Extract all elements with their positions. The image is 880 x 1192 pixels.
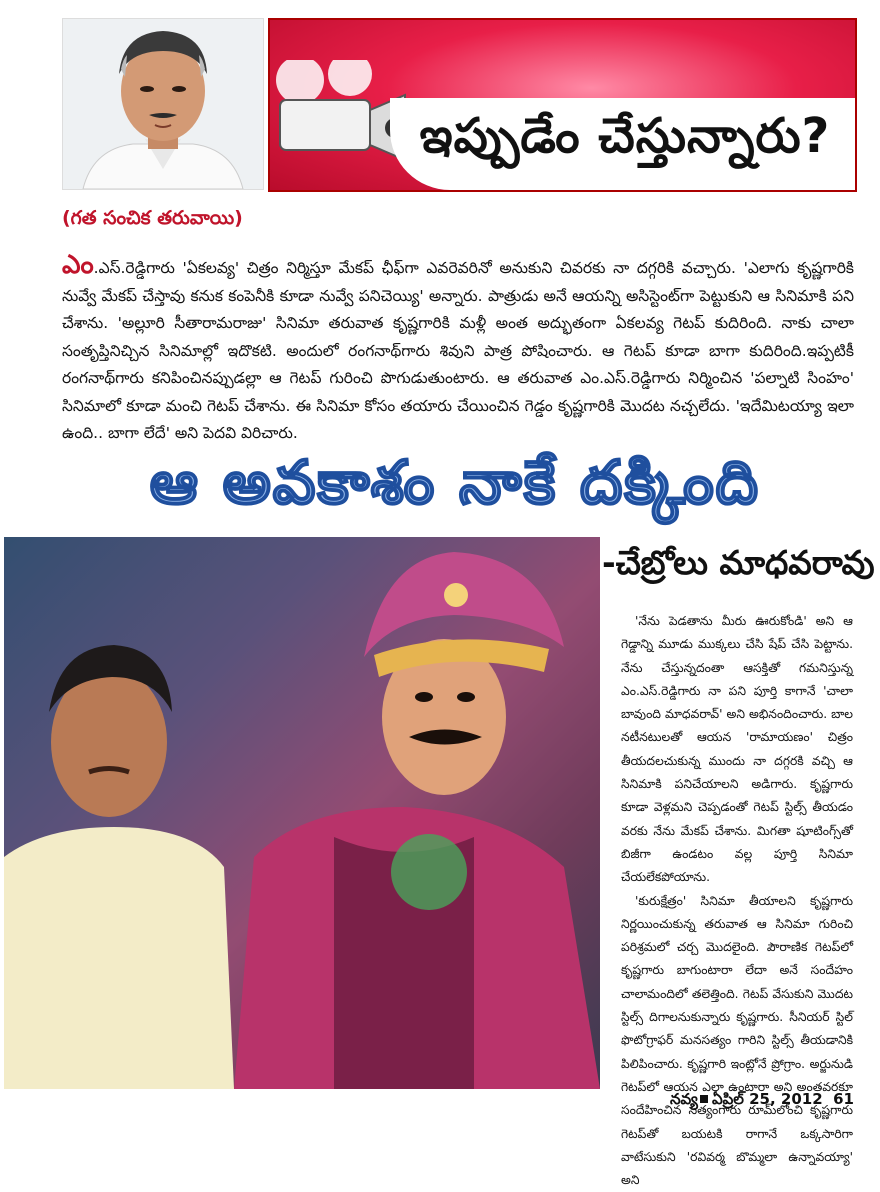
magazine-name: నవ్య [670, 1090, 698, 1108]
drop-cap: ఎం [62, 250, 94, 280]
banner-title: ఇప్పుడేం చేస్తున్నారు? [419, 108, 831, 164]
article-headline: ఆ అవకాశం నాకే దక్కింది [149, 448, 761, 518]
square-bullet-icon [700, 1095, 708, 1103]
intro-paragraph [62, 252, 854, 448]
author-byline: -చేబ్రోలు మాధవరావు [602, 543, 875, 582]
article-photo [4, 537, 600, 1089]
issue-date: ఏప్రిల్ 25, 2012 [711, 1090, 823, 1108]
column-banner [268, 18, 857, 192]
column-paragraph: 'కురుక్షేత్రం' సినిమా తీయాలని కృష్ణగారు నిర్ణయించుకున్న తరువాత ఆ సినిమా గురించి పరిశ్రమలో చర్చ మొదలైంది. పౌరాణిక గెటప్‌లో కృష్ణగారు బాగుంటారా లేదా అనే సందేహం చాలామందిలో తలెత్తింది. గెటప్ వేసుకుని మొదట స్టిల్స్ దిగాలనుకున్నారు కృష్ణగారు. సీనియర్ స్టిల్ ఫొటోగ్రాఫర్ మనసత్యం గారిని స్టిల్స్ తీయడానికి పిలిపించారు. కృష్ణగారి ఇంట్లోనే ప్రోగ్రాం. అర్జునుడి గెటప్‌లో ఆయన ఎలా ఉంటారా అని అంతవరకూ సందేహించిన సత్యంగారు రూమ్‌లోంచి కృష్ణగారు గెటప్‌తో బయటకి రాగానే ఒక్కసారిగా వాటేసుకుని 'రవివర్మ బొమ్మలా ఉన్నావయ్యా' అని [621, 893, 853, 1188]
continued-label: (గత సంచిక తరువాయి) [62, 207, 243, 229]
portrait-illustration [63, 19, 263, 189]
column-paragraph: 'నేను పెడతాను మీరు ఊరుకోండి' అని ఆ గెడ్డాన్ని మూడు ముక్కలు చేసి షేప్ చేసి పెట్టాను. నేను చేస్తున్నదంతా ఆసక్తితో గమనిస్తున్న ఎం.ఎస్.రెడ్డిగారు నా పని పూర్తి కాగానే 'చాలా బావుంది మాధవరావ్' అని అభినందించారు. బాల నటీనటులతో ఆయన 'రామాయణం' చిత్రం తీయదలచుకున్న ముందు నా దగ్గరకి వచ్చి ఆ సినిమాకి పనిచేయాలని అడిగారు. కృష్ణగారు కూడా వెళ్లమని చెప్పడంతో గెటప్ స్టిల్స్ తీయడం వరకు నేను మేకప్ చేశాను. మిగతా షూటింగ్స్‌తో బిజీగా ఉండటం వల్ల పూర్తి సినిమా చేయలేకపోయాను. [621, 614, 853, 885]
photo-illustration [4, 537, 600, 1089]
page-number: 61 [833, 1090, 854, 1108]
intro-text: .ఎస్.రెడ్డిగారు 'ఏకలవ్య' చిత్రం నిర్మిస్తూ మేకప్ ఛీఫ్‌గా ఎవరెవరినో అనుకుని చివరకు నా దగ్గరికి వచ్చారు. 'ఎలాగు కృష్ణగారికి నువ్వే మేకప్ చేస్తావు కనుక కంపెనీకి కూడా నువ్వే పనిచెయ్యి' అన్నారు. పాత్రుడు అనే ఆయన్ని అసిస్టెంట్‌గా పెట్టుకుని ఆ సినిమాకి పని చేశాను. 'అల్లూరి సీతారామరాజు' సినిమా తరువాత కృష్ణగారికి మళ్లీ అంత అద్భుతంగా ఏకలవ్య గెటప్ కుదిరింది. నాకు చాలా సంతృప్తినిచ్చిన సినిమాల్లో ఇదొకటి. అందులో రంగనాథ్‌గారు శివుని పాత్ర పోషించారు. ఆ గెటప్ కూడా బాగా కుదిరింది.ఇప్పటికీ రంగనాథ్‌గారు కనిపించినప్పుడల్లా ఆ గెటప్ గురించి పొగుడుతుంటారు. ఆ తరువాత ఎం.ఎస్.రెడ్డిగారు నిర్మించిన 'పల్నాటి సింహం' సినిమాలో కూడా మంచి గెటప్ చేశాను. ఈ సినిమా కోసం తయారు చేయించిన గెడ్డం కృష్ణగారికి మొదట నచ్చలేదు. 'ఇదేమిటయ్యా ఇలా ఉంది.. బాగా లేదే' అని పెదవి విరిచారు. [62, 259, 854, 442]
author-portrait [62, 18, 264, 190]
page-footer [640, 1090, 854, 1112]
movie-camera-icon [270, 60, 410, 180]
